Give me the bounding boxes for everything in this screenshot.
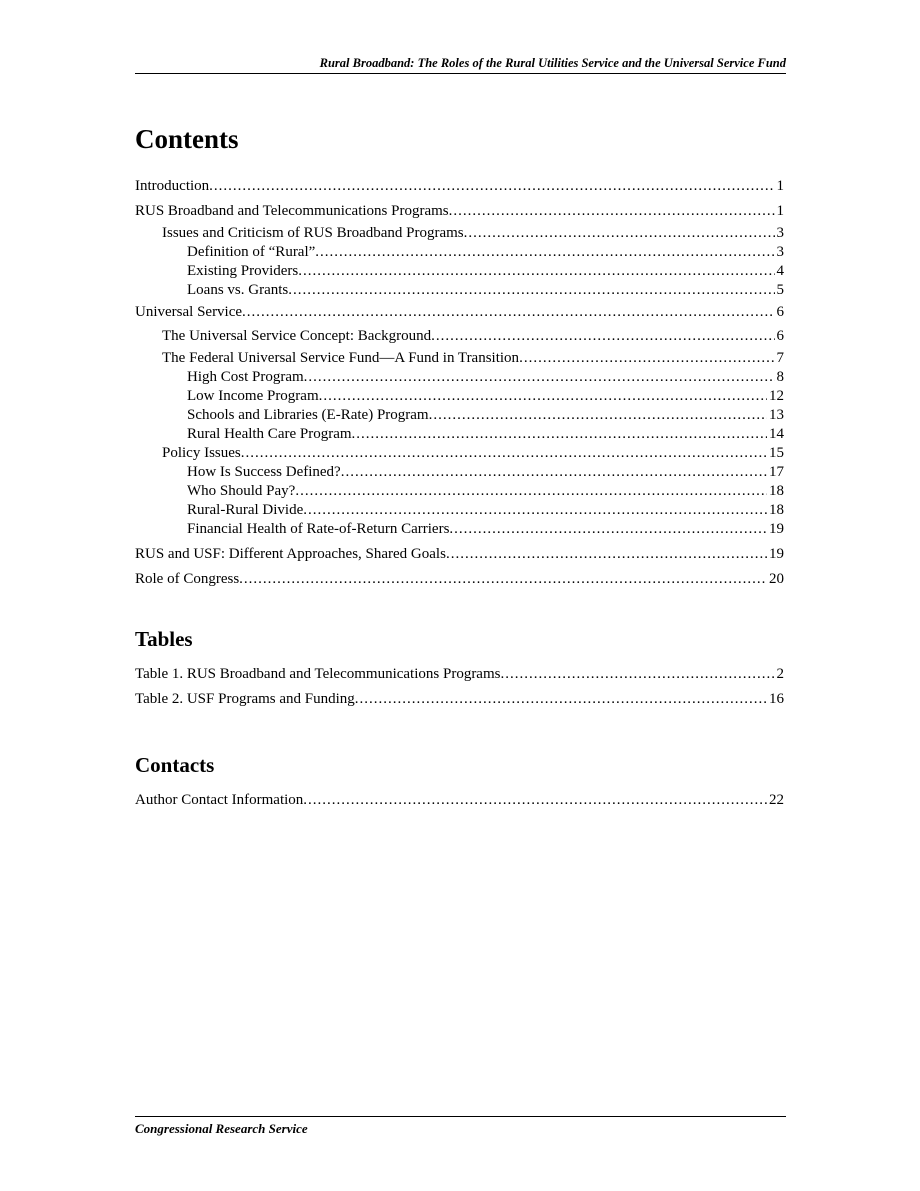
contacts-heading: Contacts [135, 753, 215, 777]
toc-entry[interactable]: Existing Providers ..... 4 [135, 262, 784, 281]
toc-entry[interactable]: Introduction ..... 1 [135, 177, 784, 196]
contents-heading: Contents [135, 124, 239, 154]
toc-entry[interactable]: Table 2. USF Programs and Funding ..... 16 [135, 690, 784, 709]
toc-entry[interactable]: Universal Service ..... 6 [135, 303, 784, 322]
contacts-toc [135, 791, 784, 810]
running-footer: Congressional Research Service [135, 1116, 786, 1137]
toc-entry[interactable]: High Cost Program ..... 8 [135, 368, 784, 387]
toc-entry[interactable]: Low Income Program ..... 12 [135, 387, 784, 406]
toc-entry[interactable]: Rural Health Care Program ..... 14 [135, 425, 784, 444]
toc-entry[interactable]: The Universal Service Concept: Background ..... 6 [135, 327, 784, 346]
toc-entry[interactable]: RUS and USF: Different Approaches, Shared Goals ..... 19 [135, 545, 784, 564]
toc-entry[interactable]: RUS Broadband and Telecommunications Programs ..... 1 [135, 202, 784, 221]
toc-entry[interactable]: Author Contact Information ..... 22 [135, 791, 784, 810]
toc-entry[interactable]: Who Should Pay? ..... 18 [135, 482, 784, 501]
tables-toc [135, 665, 784, 709]
toc-entry[interactable]: Definition of “Rural” ..... 3 [135, 243, 784, 262]
toc-entry[interactable]: Financial Health of Rate-of-Return Carriers ..... 19 [135, 520, 784, 539]
toc-entry[interactable]: Role of Congress ..... 20 [135, 570, 784, 589]
toc-entry[interactable]: How Is Success Defined? ..... 17 [135, 463, 784, 482]
contents-toc [135, 177, 784, 589]
tables-heading: Tables [135, 627, 193, 651]
running-header: Rural Broadband: The Roles of the Rural Utilities Service and the Universal Service Fund [135, 56, 786, 74]
toc-entry[interactable]: Policy Issues ..... 15 [135, 444, 784, 463]
toc-entry[interactable]: Rural-Rural Divide ..... 18 [135, 501, 784, 520]
toc-entry[interactable]: Loans vs. Grants ..... 5 [135, 281, 784, 300]
toc-entry[interactable]: The Federal Universal Service Fund—A Fund in Transition ..... 7 [135, 349, 784, 368]
toc-entry[interactable]: Issues and Criticism of RUS Broadband Programs ..... 3 [135, 224, 784, 243]
toc-entry[interactable]: Table 1. RUS Broadband and Telecommunications Programs ..... 2 [135, 665, 784, 684]
toc-entry[interactable]: Schools and Libraries (E-Rate) Program ..... 13 [135, 406, 784, 425]
